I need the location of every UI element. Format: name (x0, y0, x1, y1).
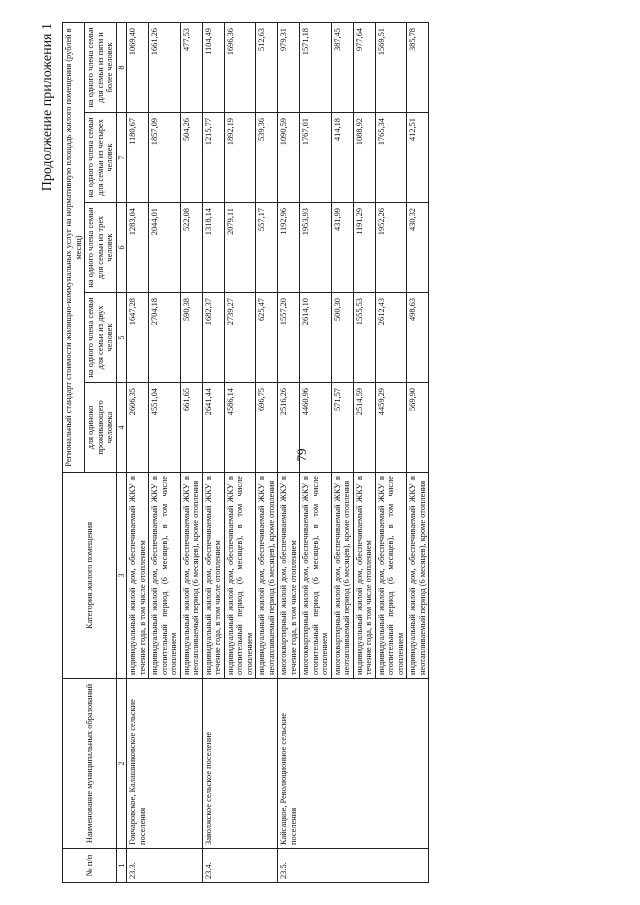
value-cell: 1953,93 (300, 203, 332, 293)
value-cell: 414,18 (331, 113, 353, 203)
housing-category: многоквартирный жилой дом, обеспечиваемый ЖКУ в течение года, в том числе отоплением (278, 473, 300, 679)
value-cell: 430,32 (407, 203, 429, 293)
housing-category: индивидуальный жилой дом, обеспечиваемый ЖКУ в неотапливаемый период (6 месяцев), кроме отопления (256, 473, 278, 679)
value-cell: 1765,34 (375, 113, 407, 203)
row-number: 23.4. (202, 849, 278, 883)
value-cell: 1104,49 (202, 23, 224, 113)
value-cell: 522,08 (180, 203, 202, 293)
value-cell: 1090,59 (278, 113, 300, 203)
municipality-name: Заволжское сельское поселение (202, 679, 278, 849)
value-cell: 696,75 (256, 383, 278, 473)
page-number: 79 (294, 448, 309, 462)
value-cell: 539,36 (256, 113, 278, 203)
value-cell: 1952,26 (375, 203, 407, 293)
value-cell: 2044,01 (149, 203, 181, 293)
header-sub-1: для одиноко проживающего человека (85, 383, 117, 473)
housing-category: индивидуальный жилой дом, обеспечиваемый ЖКУ в течение года, в том числе отоплением (202, 473, 224, 679)
header-no: № п/п (63, 849, 117, 883)
header-sub-3: на одного члена семьи для семьи из трех человек (85, 203, 117, 293)
housing-category: индивидуальный жилой дом, обеспечиваемый ЖКУ в отопительный период (6 месяцев), в том числе отоплением (149, 473, 181, 679)
table-row (202, 23, 224, 883)
housing-category: индивидуальный жилой дом, обеспечиваемый ЖКУ в течение года, в том числе отоплением (127, 473, 149, 679)
value-cell: 1555,53 (353, 293, 375, 383)
value-cell: 504,26 (180, 113, 202, 203)
value-cell: 1191,29 (353, 203, 375, 293)
col-number: 6 (116, 203, 127, 293)
value-cell: 2704,18 (149, 293, 181, 383)
value-cell: 1569,51 (375, 23, 407, 113)
col-number: 3 (116, 473, 127, 679)
value-cell: 1857,09 (149, 113, 181, 203)
housing-category: индивидуальный жилой дом, обеспечиваемый ЖКУ в неотапливаемый период (6 месяцев), кроме отопления (180, 473, 202, 679)
value-cell: 4460,96 (300, 383, 332, 473)
value-cell: 412,51 (407, 113, 429, 203)
value-cell: 500,30 (331, 293, 353, 383)
housing-category: многоквартирный жилой дом, обеспечиваемый ЖКУ в неотапливаемый период (6 месяцев), кроме отопления (331, 473, 353, 679)
header-standard: Региональный стандарт стоимости жилищно-коммунальных услуг на нормативную площадь жилого помещения (рублей в месяц) (63, 23, 85, 473)
value-cell: 2079,11 (224, 203, 256, 293)
value-cell: 1283,04 (127, 203, 149, 293)
value-cell: 2516,26 (278, 383, 300, 473)
value-cell: 1557,20 (278, 293, 300, 383)
value-cell: 557,17 (256, 203, 278, 293)
col-number: 5 (116, 293, 127, 383)
housing-category: индивидуальный жилой дом, обеспечиваемый ЖКУ в отопительный период (6 месяцев), в том числе отоплением (224, 473, 256, 679)
housing-category: индивидуальный жилой дом, обеспечиваемый ЖКУ в течение года, в том числе отоплением (353, 473, 375, 679)
housing-category: многоквартирный жилой дом, обеспечиваемый ЖКУ в отопительный период (6 месяцев), в том числе отоплением (300, 473, 332, 679)
value-cell: 977,64 (353, 23, 375, 113)
value-cell: 385,78 (407, 23, 429, 113)
header-category: Категория жилого помещения (63, 473, 117, 679)
value-cell: 1088,92 (353, 113, 375, 203)
header-sub-4: на одного члена семьи для семьи из четырех человек (85, 113, 117, 203)
value-cell: 1571,18 (300, 23, 332, 113)
appendix-title: Продолжение приложения 1 (40, 23, 55, 192)
header-sub-5: на одного члена семьи для семьи из пяти и более человек (85, 23, 117, 113)
value-cell: 2514,59 (353, 383, 375, 473)
value-cell: 625,47 (256, 293, 278, 383)
value-cell: 1215,77 (202, 113, 224, 203)
value-cell: 1682,37 (202, 293, 224, 383)
col-number: 1 (116, 849, 127, 883)
value-cell: 1892,19 (224, 113, 256, 203)
col-number: 7 (116, 113, 127, 203)
col-number: 2 (116, 679, 127, 849)
value-cell: 661,65 (180, 383, 202, 473)
value-cell: 2641,44 (202, 383, 224, 473)
header-municipality: Наименование муниципальных образований (63, 679, 117, 849)
header-sub-2: на одного члена семьи для семьи из двух человек (85, 293, 117, 383)
value-cell: 979,31 (278, 23, 300, 113)
value-cell: 4551,04 (149, 383, 181, 473)
value-cell: 498,63 (407, 293, 429, 383)
housing-category: индивидуальный жилой дом, обеспечиваемый ЖКУ в неотапливаемый период (6 месяцев), кроме отопления (407, 473, 429, 679)
value-cell: 512,63 (256, 23, 278, 113)
col-number: 8 (116, 23, 127, 113)
value-cell: 4586,14 (224, 383, 256, 473)
value-cell: 1192,96 (278, 203, 300, 293)
value-cell: 2606,35 (127, 383, 149, 473)
value-cell: 431,99 (331, 203, 353, 293)
value-cell: 1318,14 (202, 203, 224, 293)
housing-category: индивидуальный жилой дом, обеспечиваемый ЖКУ в отопительный период (6 месяцев), в том числе отоплением (375, 473, 407, 679)
value-cell: 477,53 (180, 23, 202, 113)
row-number: 23.5. (278, 849, 429, 883)
rotated-table-area (40, 23, 600, 883)
municipality-name: Гончаровское, Калашниковское сельские поселения (127, 679, 203, 849)
housing-standard-table (62, 22, 429, 883)
value-cell: 1069,40 (127, 23, 149, 113)
value-cell: 569,90 (407, 383, 429, 473)
value-cell: 2614,10 (300, 293, 332, 383)
col-number: 4 (116, 383, 127, 473)
value-cell: 590,38 (180, 293, 202, 383)
value-cell: 1661,26 (149, 23, 181, 113)
value-cell: 1180,67 (127, 113, 149, 203)
value-cell: 2612,43 (375, 293, 407, 383)
value-cell: 1647,28 (127, 293, 149, 383)
table-row (278, 23, 300, 883)
value-cell: 2739,27 (224, 293, 256, 383)
value-cell: 4459,29 (375, 383, 407, 473)
row-number: 23.3. (127, 849, 203, 883)
value-cell: 1767,01 (300, 113, 332, 203)
value-cell: 1696,36 (224, 23, 256, 113)
value-cell: 387,45 (331, 23, 353, 113)
municipality-name: Кайсацкое, Революционное сельские поселения (278, 679, 429, 849)
value-cell: 571,57 (331, 383, 353, 473)
table-row (127, 23, 149, 883)
